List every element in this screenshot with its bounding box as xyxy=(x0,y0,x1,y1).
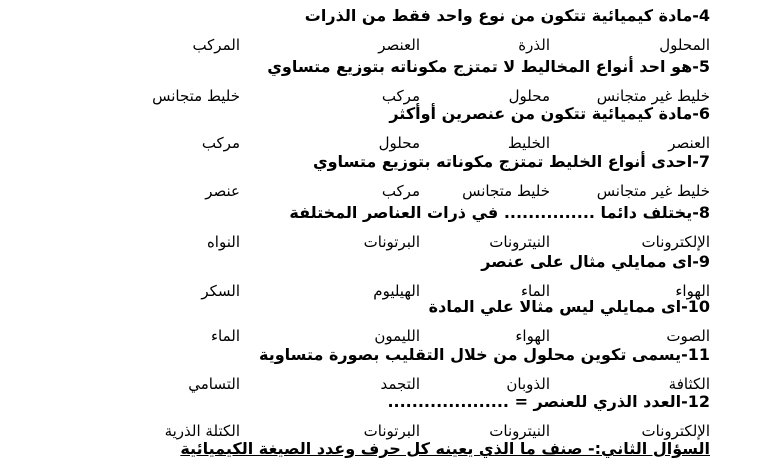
option-choice[interactable]: النيترونات xyxy=(489,422,550,440)
option-choice[interactable]: النواه xyxy=(206,233,240,251)
question-5 xyxy=(267,57,710,76)
option-choice[interactable]: عنصر xyxy=(205,182,240,200)
option-choice[interactable]: الإلكترونات xyxy=(641,422,710,440)
option-choice[interactable]: النيترونات xyxy=(489,233,550,251)
option-choice[interactable]: الإلكترونات xyxy=(641,233,710,251)
option-choice[interactable]: الماء xyxy=(210,327,240,345)
question-text: يسمى تكوين محلول من خلال التقليب بصورة متساوية xyxy=(259,345,682,364)
question-11 xyxy=(259,345,710,364)
option-choice[interactable]: خليط متجانس xyxy=(462,182,550,200)
section-two-heading: السؤال الثاني:- صنف ما الذي يعينه كل حرف وعدد الصيغة الكيميائية xyxy=(180,439,710,458)
question-text: مادة كيميائية تتكون من عنصرين أوأكثر xyxy=(389,104,693,123)
option-choice[interactable]: مركب xyxy=(381,182,420,200)
question-number: 9- xyxy=(692,252,710,271)
option-choice[interactable]: مركب xyxy=(381,87,420,105)
question-number: 10- xyxy=(681,297,710,316)
option-choice[interactable]: الماء xyxy=(520,282,550,300)
option-choice[interactable]: خليط غير متجانس xyxy=(596,182,710,200)
option-choice[interactable]: المحلول xyxy=(659,36,710,54)
question-text: اى ممايلي ليس مثالا علي المادة xyxy=(428,297,682,316)
option-choice[interactable]: الذرة xyxy=(518,36,550,54)
question-text: مادة كيميائية تتكون من نوع واحد فقط من الذرات xyxy=(304,6,693,25)
option-choice[interactable]: الذوبان xyxy=(506,375,550,393)
option-choice[interactable]: العنصر xyxy=(668,134,710,152)
question-number: 4- xyxy=(692,6,710,25)
question-number: 7- xyxy=(692,152,710,171)
question-text: اى ممايلي مثال على عنصر xyxy=(481,252,693,271)
question-number: 6- xyxy=(692,104,710,123)
option-choice[interactable]: الهواء xyxy=(515,327,550,345)
option-choice[interactable]: خليط متجانس xyxy=(152,87,240,105)
question-8 xyxy=(289,203,710,222)
question-number: 5- xyxy=(692,57,710,76)
question-number: 11- xyxy=(681,345,710,364)
option-choice[interactable]: محلول xyxy=(378,134,420,152)
option-choice[interactable]: البرتونات xyxy=(363,233,420,251)
option-choice[interactable]: البرتونات xyxy=(363,422,420,440)
option-choice[interactable]: محلول xyxy=(508,87,550,105)
question-number: 12- xyxy=(681,392,710,411)
question-text: احدى أنواع الخليط تمتزج مكوناته بتوزيع متساوي xyxy=(312,152,693,171)
question-12 xyxy=(387,392,710,411)
option-choice[interactable]: التجمد xyxy=(380,375,420,393)
options-row xyxy=(0,36,780,58)
question-6 xyxy=(389,104,710,123)
option-choice[interactable]: المركب xyxy=(192,36,240,54)
question-7 xyxy=(313,152,710,171)
option-choice[interactable]: مركب xyxy=(201,134,240,152)
option-choice[interactable]: الهواء xyxy=(675,282,710,300)
option-choice[interactable]: الصوت xyxy=(666,327,710,345)
option-choice[interactable]: السكر xyxy=(201,282,240,300)
option-choice[interactable]: الكثافة xyxy=(668,375,710,393)
option-choice[interactable]: العنصر xyxy=(378,36,420,54)
question-text: يختلف دائما ............... في ذرات العناصر المختلفة xyxy=(289,203,693,222)
question-10 xyxy=(429,297,710,316)
question-4 xyxy=(305,6,710,25)
option-choice[interactable]: خليط غير متجانس xyxy=(596,87,710,105)
question-text: هو احد أنواع المخاليط لا تمتزج مكوناته بتوزيع متساوي xyxy=(267,57,693,76)
question-text: العدد الذري للعنصر = .................... xyxy=(387,392,682,411)
question-number: 8- xyxy=(692,203,710,222)
option-choice[interactable]: الخليط xyxy=(507,134,550,152)
question-9 xyxy=(481,252,710,271)
option-choice[interactable]: الهيليوم xyxy=(373,282,420,300)
option-choice[interactable]: الليمون xyxy=(374,327,420,345)
option-choice[interactable]: الكتلة الذرية xyxy=(164,422,240,440)
option-choice[interactable]: التسامي xyxy=(188,375,240,393)
options-row xyxy=(0,182,780,204)
